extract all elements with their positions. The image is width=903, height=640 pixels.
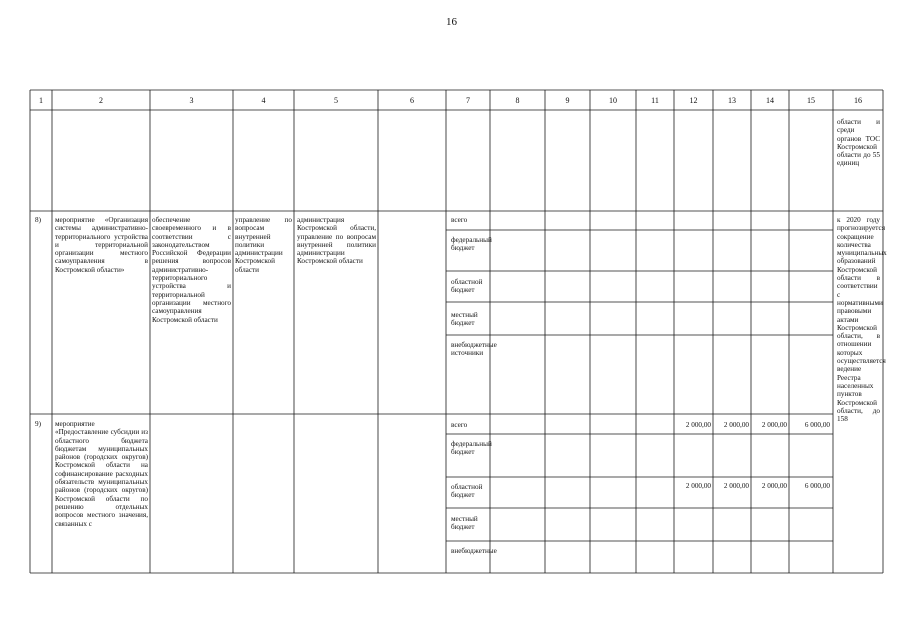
header-col-7: 7 xyxy=(466,96,470,105)
row9-total-sum: 6 000,00 xyxy=(804,421,830,429)
row9-source-local: местный бюджет xyxy=(451,515,478,532)
row8-basis: обеспечение своевременного и в соответствии с законодательством Российской Федерации решения вопросов административно-территориального устройства и территориальной организации местного самоуправления Костромской области xyxy=(152,216,231,324)
header-col-15: 15 xyxy=(807,96,815,105)
header-col-13: 13 xyxy=(728,96,736,105)
row8-source-federal: федеральный бюджет xyxy=(451,236,492,253)
row9-regional-2019: 2 000,00 xyxy=(723,482,749,490)
row9-total-2020: 2 000,00 xyxy=(761,421,787,429)
header-col-9: 9 xyxy=(565,96,570,105)
row8-number: 8) xyxy=(35,216,41,224)
row9-source-federal: федеральный бюджет xyxy=(451,440,492,457)
header-col-12: 12 xyxy=(689,96,698,105)
row9-title: мероприятие «Предоставление субсидии из областного бюджета бюджетам муниципальных районов (городских округов) Костромской области на софинансирование расходных обязательств муниципальных районов (городских округов) Костромской области по решению отдельных вопросов местного значения, связанных с xyxy=(55,420,148,528)
row8-executor: администрация Костромской области, управление по вопросам внутренней политики администрации Костромской области xyxy=(297,216,376,266)
row9-regional-2018: 2 000,00 xyxy=(685,482,711,490)
header-col-11: 11 xyxy=(651,96,659,105)
row8-source-total: всего xyxy=(451,216,468,224)
row8-source-regional: областной бюджет xyxy=(451,278,483,295)
header-col-5: 5 xyxy=(334,96,338,105)
top-row-result: области и среди органов ТОС Костромской области до 55 единиц xyxy=(837,118,880,168)
row8-title: мероприятие «Организация системы административно-территориального устройства и территориальной организации местного самоуправления в Костромской области» xyxy=(55,216,148,274)
row9-source-extrabudget: внебюджетные xyxy=(451,547,497,555)
row9-total-2019: 2 000,00 xyxy=(723,421,749,429)
row8-source-local: местный бюджет xyxy=(451,311,478,328)
page-number: 16 xyxy=(446,16,457,28)
header-col-16: 16 xyxy=(854,96,862,105)
header-col-14: 14 xyxy=(766,96,774,105)
row9-total-2018: 2 000,00 xyxy=(685,421,711,429)
row8-customer: управление по вопросам внутренней политики администрации Костромской области xyxy=(235,216,292,274)
row8-result: к 2020 году прогнозируется сокращение количества муниципальных образований Костромской области в соответствии с нормативными правовыми актами Костромской области, в отношении которых осуществляется ведение Реестра населенных пунктов Костромской области, до 158 xyxy=(837,216,887,424)
row9-source-regional: областной бюджет xyxy=(451,483,483,500)
header-col-2: 2 xyxy=(99,96,103,105)
row8-source-extrabudget: внебюджетные источники xyxy=(451,341,497,358)
row9-source-total: всего xyxy=(451,421,468,429)
row9-regional-2020: 2 000,00 xyxy=(761,482,787,490)
header-col-8: 8 xyxy=(515,96,520,105)
row9-number: 9) xyxy=(35,420,41,428)
row9-regional-sum: 6 000,00 xyxy=(804,482,830,490)
header-col-6: 6 xyxy=(410,96,414,105)
header-col-1: 1 xyxy=(39,96,43,105)
header-col-10: 10 xyxy=(609,96,617,105)
header-col-3: 3 xyxy=(189,96,194,105)
header-col-4: 4 xyxy=(261,96,266,105)
